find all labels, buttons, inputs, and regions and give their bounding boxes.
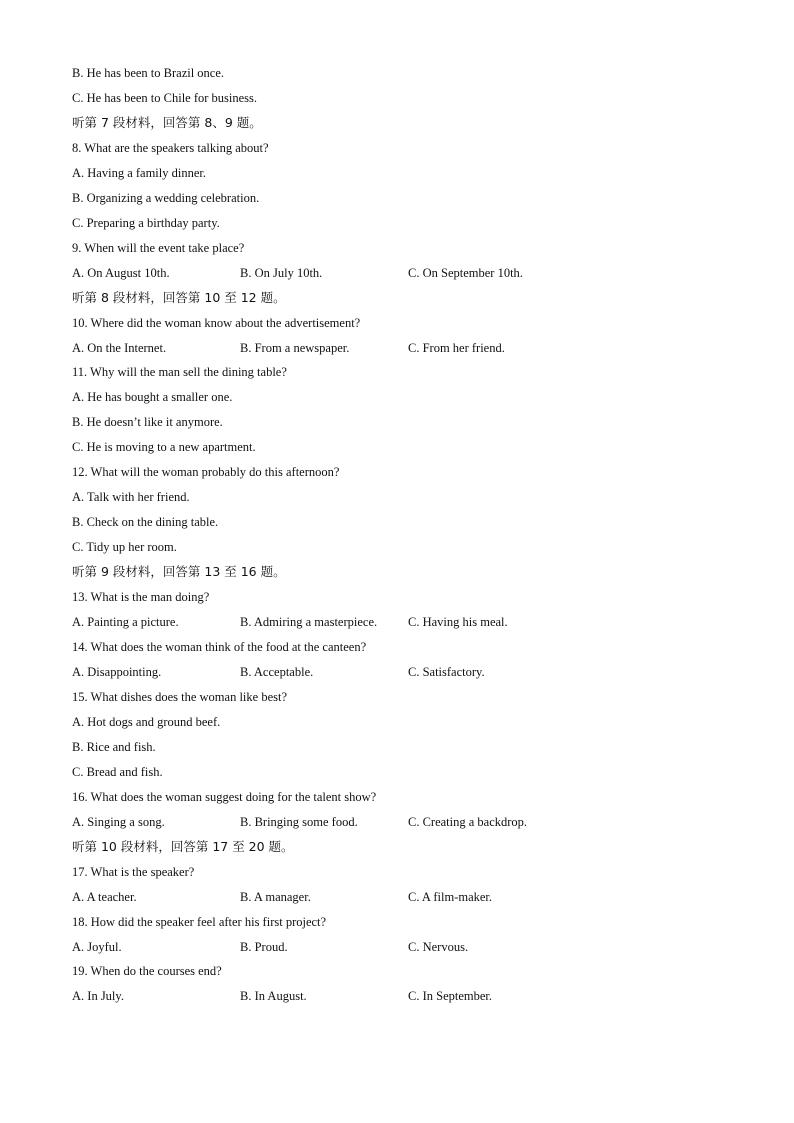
- option-line: C. Bread and fish.: [72, 765, 163, 779]
- option-b: B. Admiring a masterpiece.: [240, 615, 378, 629]
- options-row: [72, 265, 732, 281]
- option-a: A. A teacher.: [72, 890, 137, 904]
- option-c: C. In September.: [408, 989, 493, 1003]
- option-b: B. On July 10th.: [240, 266, 323, 280]
- option-c: C. Having his meal.: [408, 615, 508, 629]
- option-line: C. Preparing a birthday party.: [72, 216, 220, 230]
- option-line: B. Organizing a wedding celebration.: [72, 191, 260, 205]
- question: 16. What does the woman suggest doing for the talent show?: [72, 790, 377, 804]
- question: 17. What is the speaker?: [72, 865, 195, 879]
- option-line: B. He doesn’t like it anymore.: [72, 415, 223, 429]
- option-a: A. In July.: [72, 989, 124, 1003]
- option-line: B. He has been to Brazil once.: [72, 66, 225, 80]
- option-line: A. Talk with her friend.: [72, 490, 190, 504]
- option-b: B. Acceptable.: [240, 665, 314, 679]
- option-line: B. Check on the dining table.: [72, 515, 219, 529]
- options-row: [72, 340, 732, 356]
- options-row: [72, 664, 732, 680]
- option-c: C. On September 10th.: [408, 266, 523, 280]
- option-a: A. Singing a song.: [72, 815, 165, 829]
- option-b: B. Bringing some food.: [240, 815, 358, 829]
- option-line: A. He has bought a smaller one.: [72, 390, 233, 404]
- option-line: C. He is moving to a new apartment.: [72, 440, 256, 454]
- options-row: [72, 814, 732, 830]
- section-heading: 听第 9 段材料，回答第 13 至 16 题。: [72, 564, 286, 579]
- question: 14. What does the woman think of the food at the canteen?: [72, 640, 367, 654]
- option-a: A. Disappointing.: [72, 665, 162, 679]
- question: 12. What will the woman probably do this afternoon?: [72, 465, 340, 479]
- option-b: B. A manager.: [240, 890, 311, 904]
- option-line: C. Tidy up her room.: [72, 540, 177, 554]
- section-heading: 听第 10 段材料，回答第 17 至 20 题。: [72, 839, 294, 854]
- question: 10. Where did the woman know about the advertisement?: [72, 316, 361, 330]
- option-line: A. Having a family dinner.: [72, 166, 206, 180]
- options-row: [72, 939, 732, 955]
- option-c: C. From her friend.: [408, 341, 505, 355]
- options-row: [72, 889, 732, 905]
- question: 8. What are the speakers talking about?: [72, 141, 269, 155]
- options-row: [72, 988, 732, 1004]
- question: 19. When do the courses end?: [72, 964, 222, 978]
- option-line: C. He has been to Chile for business.: [72, 91, 258, 105]
- option-c: C. A film-maker.: [408, 890, 493, 904]
- option-line: A. Hot dogs and ground beef.: [72, 715, 221, 729]
- options-row: [72, 614, 732, 630]
- option-b: B. In August.: [240, 989, 307, 1003]
- option-b: B. Proud.: [240, 940, 288, 954]
- question: 13. What is the man doing?: [72, 590, 210, 604]
- question: 15. What dishes does the woman like best?: [72, 690, 288, 704]
- option-c: C. Creating a backdrop.: [408, 815, 528, 829]
- option-c: C. Satisfactory.: [408, 665, 485, 679]
- option-a: A. On August 10th.: [72, 266, 170, 280]
- section-heading: 听第 7 段材料，回答第 8、9 题。: [72, 115, 262, 130]
- option-line: B. Rice and fish.: [72, 740, 156, 754]
- option-c: C. Nervous.: [408, 940, 469, 954]
- question: 9. When will the event take place?: [72, 241, 245, 255]
- question: 18. How did the speaker feel after his first project?: [72, 915, 327, 929]
- option-b: B. From a newspaper.: [240, 341, 350, 355]
- option-a: A. On the Internet.: [72, 341, 167, 355]
- option-a: A. Joyful.: [72, 940, 122, 954]
- option-a: A. Painting a picture.: [72, 615, 179, 629]
- question: 11. Why will the man sell the dining table?: [72, 365, 287, 379]
- section-heading: 听第 8 段材料，回答第 10 至 12 题。: [72, 290, 286, 305]
